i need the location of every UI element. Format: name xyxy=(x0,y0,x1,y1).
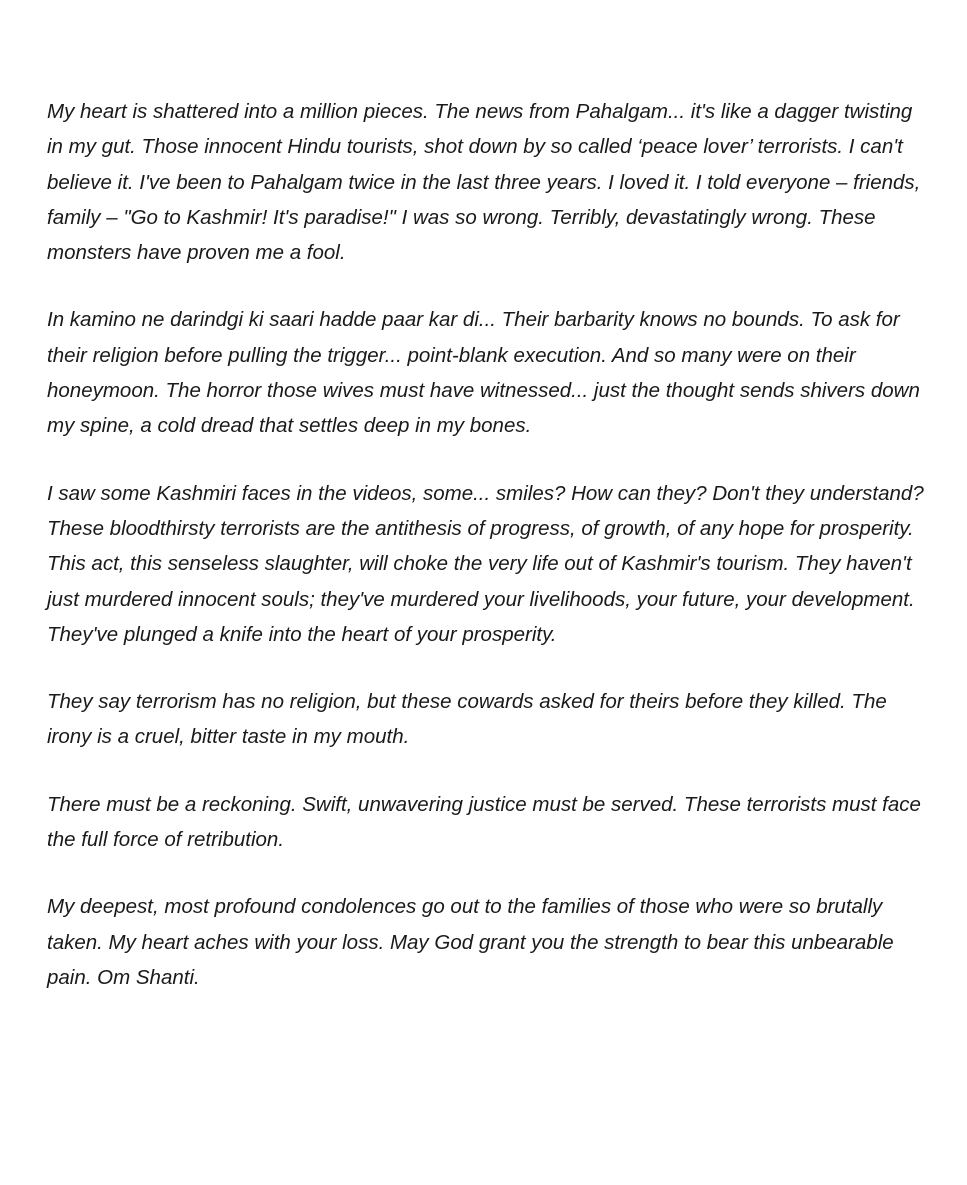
paragraph-condolences: My deepest, most profound condolences go out to the families of those who were so brutally taken. My heart aches with your loss. May God grant you the strength to bear this unbearable pain. Om Shanti. xyxy=(47,895,894,989)
paragraph-grief: My heart is shattered into a million pieces. The news from Pahalgam... it's like a dagger twisting in my gut. Those innocent Hindu tourists, shot down by so called ‘peace lover’ terrorists. I can't believe it. I've been to Pahalgam twice in the last three years. I loved it. I told everyone – friends, family – "Go to Kashmir! It's paradise!" I was so wrong. Terribly, devastatingly wrong. These monsters have proven me a fool. xyxy=(47,100,921,265)
paragraph-kashmiri-faces: I saw some Kashmiri faces in the videos, some... smiles? How can they? Don't they understand? These bloodthirsty terrorists are the antithesis of progress, of growth, of any hope for prosperity. This act, this senseless slaughter, will choke the very life out of Kashmir's tourism. They haven't just murdered innocent souls; they've murdered your livelihoods, your future, your development. They've plunged a knife into the heart of your prosperity. xyxy=(47,481,924,646)
document-body xyxy=(47,94,925,995)
paragraph-reckoning: There must be a reckoning. Swift, unwavering justice must be served. These terrorists must face the full force of retribution. xyxy=(47,792,921,852)
paragraph-barbarity: In kamino ne darindgi ki saari hadde paar kar di... Their barbarity knows no bounds. To ask for their religion before pulling the trigger... point-blank execution. And so many were on their honeymoon. The horror those wives must have witnessed... just the thought sends shivers down my spine, a cold dread that settles deep in my bones. xyxy=(47,308,920,438)
paragraph-religion: They say terrorism has no religion, but these cowards asked for theirs before they killed. The irony is a cruel, bitter taste in my mouth. xyxy=(47,690,887,749)
